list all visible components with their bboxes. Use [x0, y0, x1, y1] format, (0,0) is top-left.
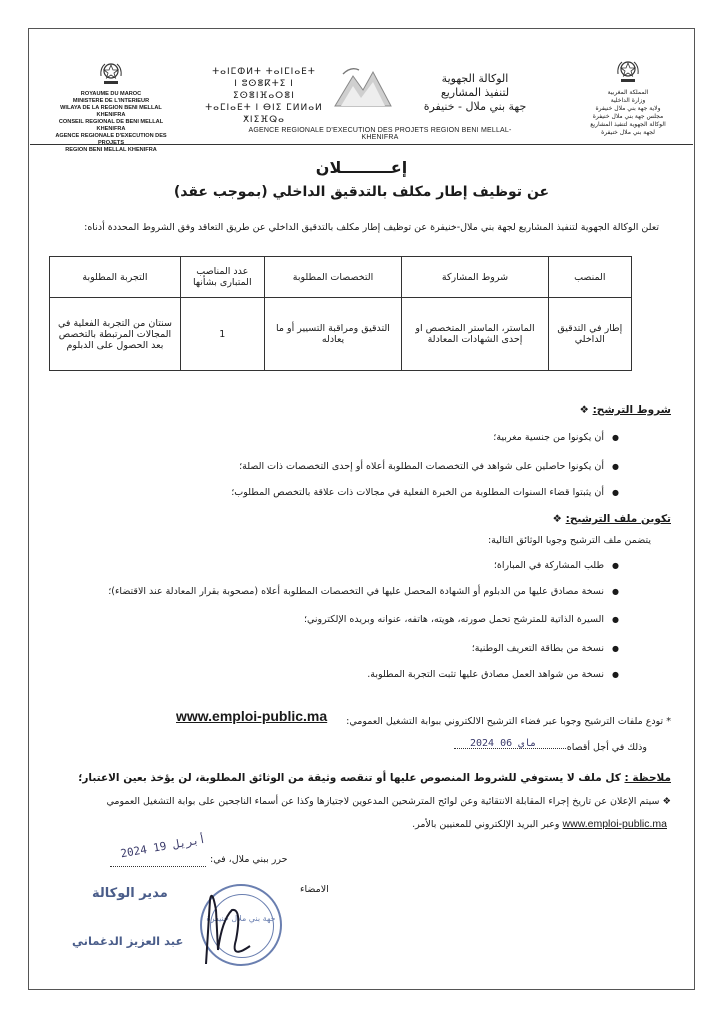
tifinagh-line: ⵜⴰⵎⵏⴰⴹⵜ ⵏ ⴱⵏⵉ ⵎⵍⵍⴰⵍ ⵅⵏⵉⴼⵕⴰ: [205, 103, 323, 125]
file-item: ● نسخة من بطاقة التعريف الوطنية؛: [59, 643, 619, 654]
conditions-title: شروط الترشح: ❖: [579, 404, 671, 416]
table-header-cell: شروط المشاركة: [402, 257, 548, 298]
condition-item: ● أن يكونوا من جنسية مغربية؛: [59, 432, 619, 443]
agency-name-ar: [395, 72, 555, 114]
note-bullet-text: سيتم الإعلان عن تاريخ إجراء المقابلة الانتقائية وعن لوائح المترشحين المدعوين لاجتيازها وكذا عن أسماء الناجحين على بوابة التشغيل العمومي: [106, 796, 660, 807]
agency-name-fr: AGENCE REGIONALE D'EXECUTION DES PROJETS REGION BENI MELLAL-KHENIFRA: [248, 127, 512, 141]
signature-scribble-icon: [192, 880, 272, 970]
agency-logo-icon: [333, 62, 393, 110]
morocco-emblem-icon: [615, 58, 641, 84]
date-handwritten: 2024 أبريل 19: [119, 832, 207, 861]
table-header-cell: المنصب: [548, 257, 631, 298]
deposit-url-link[interactable]: www.emploi-public.ma: [176, 708, 328, 724]
agency-ar-line: الوكالة الجهوية: [441, 72, 509, 85]
table-cell: التدقيق ومراقبة التسيير أو ما يعادله: [264, 298, 402, 371]
left-org-line: CONSEIL REGIONAL DE BENI MELLAL KHENIFRA: [58, 119, 164, 132]
right-org-block: [590, 58, 666, 137]
condition-item: ● أن يكونوا حاصلين على شواهد في التخصصات المطلوبة أعلاه أو إحدى التخصصات ذات الصلة؛: [59, 461, 619, 472]
deadline-handwritten: 2024 ماي 06: [470, 738, 537, 749]
file-intro: يتضمن ملف الترشيح وجوبا الوثائق التالية:: [487, 535, 651, 546]
signatory-name: عبد العزيز الدغماني: [72, 934, 184, 948]
stamp-text: جهة بني ملال خنيفرة: [206, 914, 276, 923]
table-header-cell: عدد المناصب المتبارى بشأنها: [180, 257, 264, 298]
file-item: ● نسخة من شواهد العمل مصادق عليها تثبت التجربة المطلوبة.: [59, 669, 619, 680]
announcement-title: إعـــــــــلان: [315, 158, 408, 177]
tifinagh-line: ⵏ ⵓⵙⴻⴽⵜⵉ ⵏ ⵉⵙⴻⵏⴼⴰⵔⴻⵏ: [233, 79, 295, 101]
left-org-line: WILAYA DE LA REGION BENI MELLAL KHENIFRA: [60, 105, 162, 118]
deposit-text: * تودع ملفات الترشيح وجوبا عبر فضاء الترشيح الالكتروني ببوابة التشغيل العمومي:: [346, 716, 671, 727]
file-item: ● السيرة الذاتية للمترشح تحمل صورته، هويته، هاتفه، عنوانه وبريده الإلكتروني؛: [59, 614, 619, 625]
header-divider: [30, 144, 693, 145]
table-cell: سنتان من التجربة الفعلية في المجالات المرتبطة بالتخصص بعد الحصول على الدبلوم: [50, 298, 181, 371]
left-org-block: [46, 60, 176, 154]
announcement-subtitle: عن توظيف إطار مكلف بالتدقيق الداخلي (بموجب عقد): [173, 184, 550, 200]
agency-ar-line: لتنفيذ المشاريع: [440, 86, 510, 99]
file-title-text: تكوين ملف الترشيح:: [565, 513, 671, 525]
morocco-emblem-icon: [98, 60, 124, 86]
note-url-link[interactable]: www.emploi-public.ma: [562, 818, 667, 830]
deadline-label: وذلك في أجل أقصاه: [566, 742, 647, 753]
table-header-cell: التجربة المطلوبة: [50, 257, 181, 298]
table-cell: 1: [180, 298, 264, 371]
tifinagh-block: [204, 66, 324, 126]
right-org-line: المملكة المغربية: [607, 89, 649, 96]
table-header-cell: التخصصات المطلوبة: [264, 257, 402, 298]
file-item: ● نسخة مصادق عليها من الدبلوم أو الشهادة المحصل عليها في التخصصات المطلوبة أعلاه (مصحوبة بقرار المعادلة عند الاقتضاء)؛: [59, 586, 619, 597]
right-org-line: الوكالة الجهوية لتنفيذ المشاريع: [590, 121, 666, 128]
condition-item: ● أن يثبتوا قضاء السنوات المطلوبة من الخبرة الفعلية في مجالات ذات علاقة بالتخصص المطلوب؛: [59, 487, 619, 498]
table-header-row: [50, 257, 632, 298]
signed-label: الامضاء: [300, 884, 329, 895]
note-text: كل ملف لا يستوفي للشروط المنصوص عليها أو تنقصه وثيقة من الوثائق المطلوبة، لن يؤخذ بعين الاعتبار؛: [78, 772, 621, 784]
table-cell: إطار في التدقيق الداخلي: [548, 298, 631, 371]
date-dots: [110, 866, 206, 867]
right-org-line: ولاية جهة بني ملال خنيفرة: [595, 105, 661, 112]
signatory-title: مدير الوكالة: [92, 886, 168, 901]
note-tail-line: [67, 818, 667, 830]
announcement-intro: تعلن الوكالة الجهوية لتنفيذ المشاريع لجهة بني ملال-خنيفرة عن توظيف إطار مكلف بالتدقيق الداخلي عن طريق التعاقد وفق الشروط المحددة أدناه:: [84, 222, 659, 233]
left-org-line: REGION BENI MELLAL KHENIFRA: [65, 147, 157, 153]
table-cell: الماستر، الماستر المتخصص او إحدى الشهادات المعادلة: [402, 298, 548, 371]
right-org-line: وزارة الداخلية: [610, 97, 646, 104]
file-title: تكوين ملف الترشيح: ❖: [552, 513, 671, 525]
deposit-label: تودع ملفات الترشيح وجوبا عبر فضاء الترشيح الالكتروني ببوابة التشغيل العمومي:: [346, 716, 664, 727]
left-org-line: MINISTERE DE L'INTERIEUR: [72, 98, 150, 104]
place-label: حرر ببني ملال، في:: [210, 854, 288, 865]
right-org-line: مجلس جهة بني ملال خنيفرة: [592, 113, 664, 120]
note-tail-text: وعبر البريد الإلكتروني للمعنيين بالأمر.: [412, 819, 560, 830]
right-org-line: لجهة بني ملال خنيفرة: [601, 129, 655, 136]
file-item: ● طلب المشاركة في المباراة؛: [59, 560, 619, 571]
note-label: ملاحظة :: [624, 772, 671, 784]
positions-table: [49, 256, 632, 371]
note-bullet: ❖ سيتم الإعلان عن تاريخ إجراء المقابلة الانتقائية وعن لوائح المترشحين المدعوين لاجتيازها وكذا عن أسماء الناجحين على بوابة التشغيل العمومي: [106, 796, 671, 807]
table-row: [50, 298, 632, 371]
tifinagh-line: ⵜⴰⵏⵎⵀⵍⵜ ⵜⴰⵏⵎⵏⴰⴹⵜ: [212, 67, 316, 77]
note-block: [31, 772, 671, 784]
conditions-title-text: شروط الترشح:: [592, 404, 671, 416]
left-org-line: AGENCE REGIONALE D'EXECUTION DES PROJETS: [55, 133, 167, 146]
agency-ar-line: جهة بني ملال - خنيفرة: [423, 100, 527, 113]
left-org-line: ROYAUME DU MAROC: [80, 91, 142, 97]
